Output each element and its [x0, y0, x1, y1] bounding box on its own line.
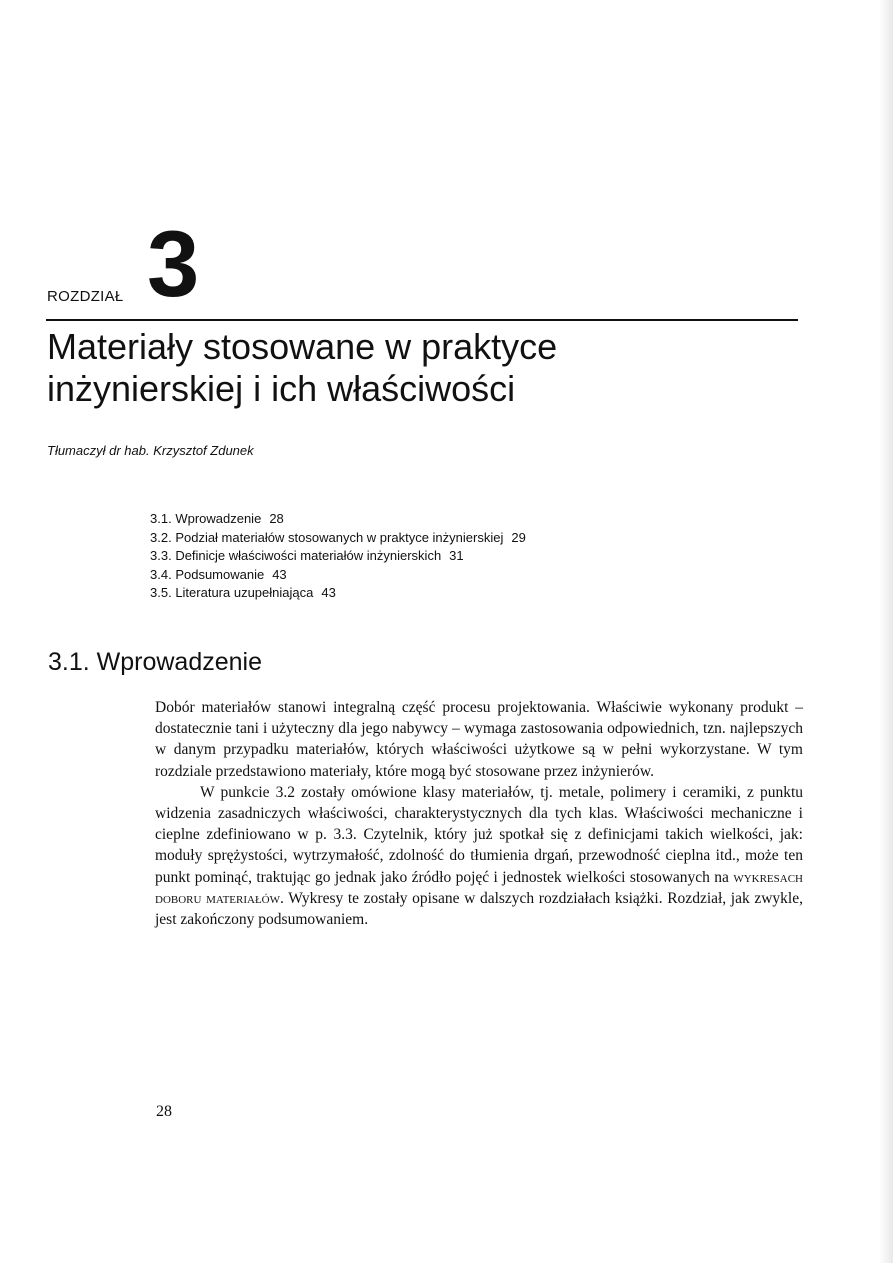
toc-number: 3.5. — [150, 585, 172, 600]
page-number: 28 — [156, 1103, 172, 1120]
toc-page: 43 — [272, 566, 287, 582]
toc-title: Literatura uzupełniająca — [175, 585, 314, 600]
translator-credit: Tłumaczył dr hab. Krzysztof Zdunek — [47, 443, 254, 458]
toc-title: Podział materiałów stosowanych w praktyce inżynierskiej — [175, 529, 504, 545]
toc-item — [150, 547, 526, 566]
paragraph-2 — [155, 782, 803, 930]
scan-edge — [879, 0, 893, 1263]
toc-number: 3.1. — [150, 511, 172, 526]
toc-page: 31 — [449, 548, 464, 563]
chapter-title-line-1: Materiały stosowane w praktyce — [47, 326, 558, 367]
chapter-label: ROZDZIAŁ — [47, 288, 124, 305]
toc-title: Definicje właściwości materiałów inżynierskich — [175, 548, 442, 563]
toc-page: 28 — [269, 511, 284, 526]
section-body — [155, 697, 803, 930]
toc-title: Podsumowanie — [175, 566, 265, 582]
toc-item — [150, 510, 526, 529]
toc-number: 3.4. — [150, 566, 172, 582]
toc-page: 29 — [511, 529, 526, 545]
toc-item — [150, 566, 526, 585]
paragraph-2-part-b: . Wykresy te zostały opisane w dalszych rozdziałach książki. Rozdział, jak zwykle, jest zakończony podsumowaniem. — [155, 889, 803, 929]
chapter-number: 3 — [147, 211, 200, 316]
section-heading: 3.1. Wprowadzenie — [48, 648, 263, 676]
table-of-contents — [150, 510, 526, 603]
paragraph-1: Dobór materiałów stanowi integralną część procesu projektowania. Właściwie wykonany produkt – dostatecznie tani i użyteczny dla jego nabywcy – wymaga zastosowania odpowiednich, tzn. najlepszych w danym przypadku materiałów, których właściwości użytkowe są w pełni wykorzystane. W tym rozdziale przedstawiono materiały, które mogą być stosowane przez inżynierów. — [155, 699, 803, 780]
chapter-title — [47, 326, 807, 410]
paragraph-2-smallcaps: wykresach doboru materiałów — [155, 868, 803, 907]
toc-title: Wprowadzenie — [175, 511, 262, 526]
paragraph-2-part-a: W punkcie 3.2 zostały omówione klasy materiałów, tj. metale, polimery i ceramiki, z punktu widzenia zasadniczych właściwości, charakterystycznych dla tych klas. Właściwości mechaniczne i cieplne zdefiniowano w p. 3.3. Czytelnik, który już spotkał się z definicjami takich wielkości, jak: moduły sprężystości, wytrzymałość, zdolność do tłumienia drgań, przewodność cieplna itd., może ten punkt pominąć, traktując go jednak jako źródło pojęć i jednostek wielkości stosowanych na — [155, 783, 803, 886]
toc-page: 43 — [321, 585, 336, 600]
toc-item — [150, 584, 526, 603]
toc-number: 3.2. — [150, 529, 172, 545]
chapter-title-line-2: inżynierskiej i ich właściwości — [47, 368, 516, 409]
toc-item — [150, 529, 526, 548]
chapter-rule — [46, 319, 798, 321]
toc-number: 3.3. — [150, 548, 172, 563]
